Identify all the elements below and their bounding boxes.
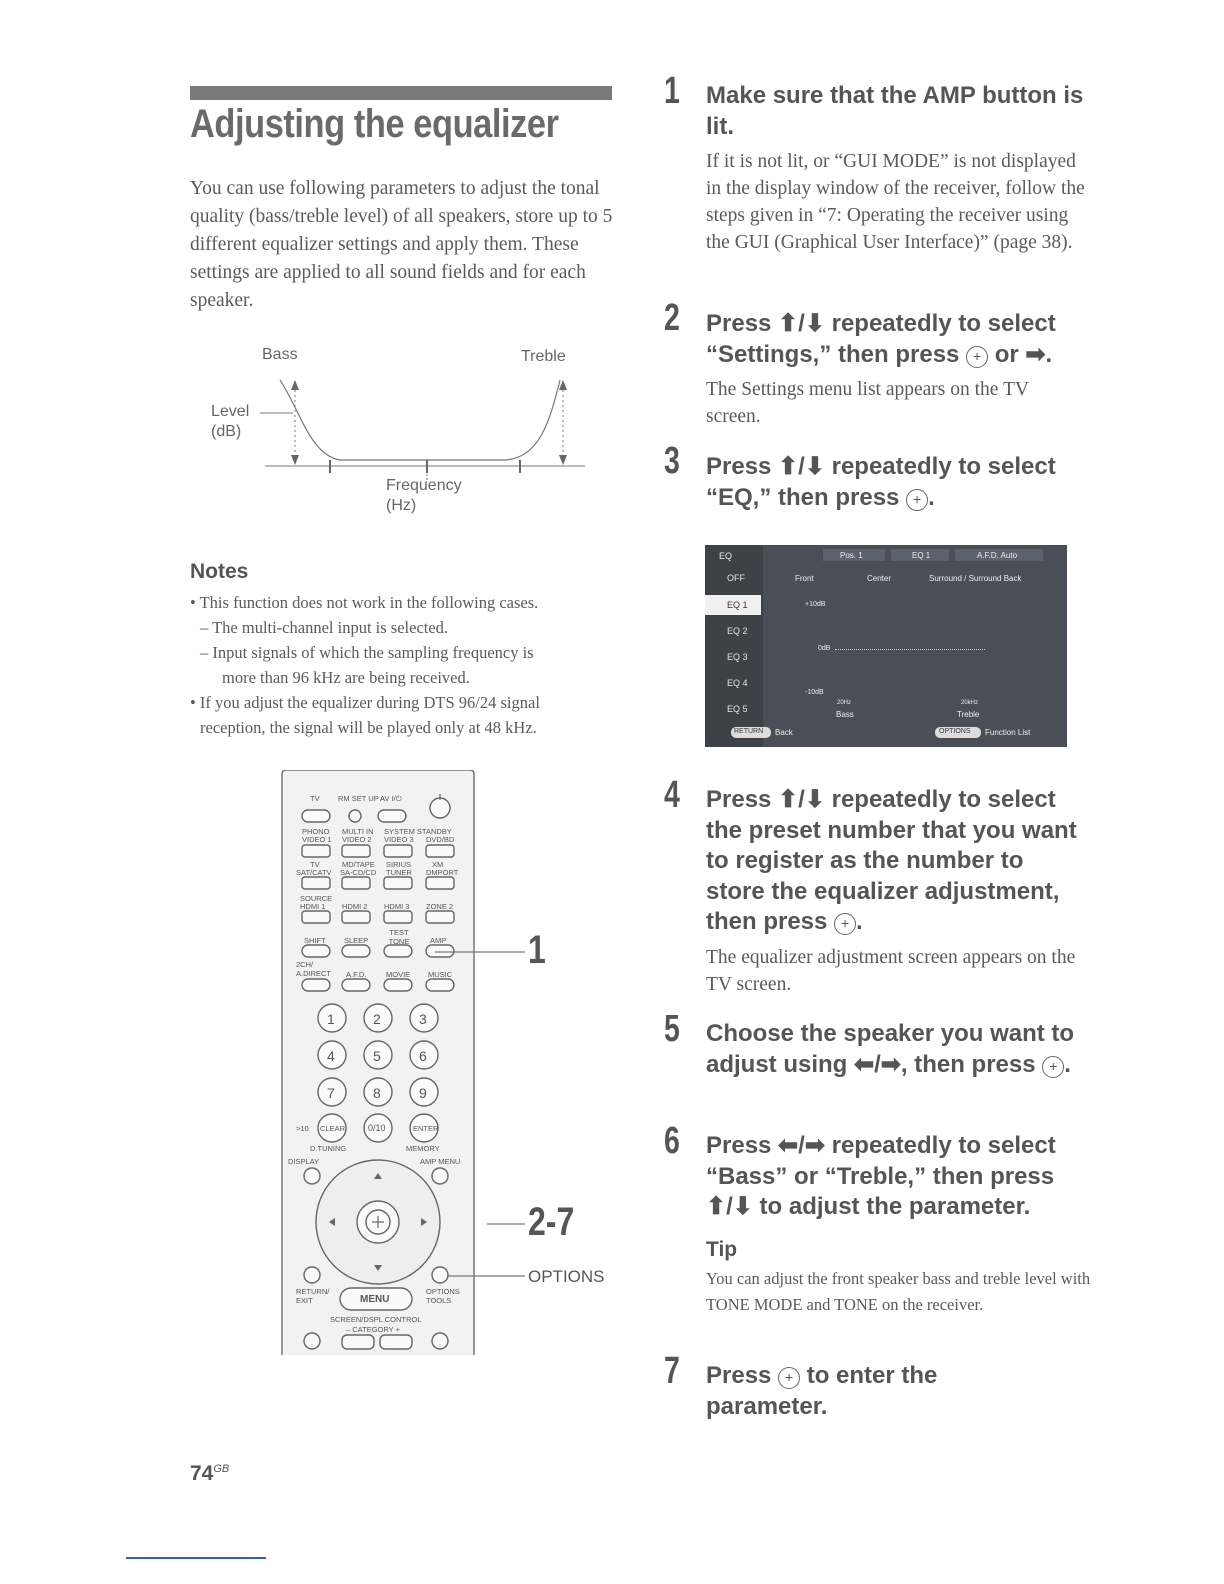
tv-level-plus: +10dB bbox=[805, 601, 826, 608]
remote-label-options: OPTIONS TOOLS bbox=[426, 1287, 460, 1305]
remote-label-av: AV I/⏻ bbox=[380, 794, 402, 803]
tv-menu-item: EQ 1 bbox=[727, 600, 748, 610]
tv-menu-item: EQ 2 bbox=[727, 626, 748, 636]
remote-key-clear: CLEAR bbox=[320, 1124, 346, 1133]
remote-label-dmport: DMPORT bbox=[426, 868, 459, 877]
step-number: 1 bbox=[664, 70, 680, 112]
remote-label-xm: XM bbox=[432, 860, 444, 869]
tv-menu-item: EQ 3 bbox=[727, 652, 748, 662]
remote-label-d-tuning: D.TUNING bbox=[310, 1144, 347, 1153]
tv-return-label: RETURN bbox=[734, 728, 764, 735]
remote-label-sat-catv: SAT/CATV bbox=[296, 868, 332, 877]
step-body: If it is not lit, or “GUI MODE” is not displayed in the display window of the receiver, follow the steps given in “7: Operating the receiver using the GUI (Graphical User Interface)” (page 38). bbox=[706, 151, 1085, 253]
tv-back-label: Back bbox=[775, 728, 793, 737]
remote-label-video1: VIDEO 1 bbox=[302, 835, 332, 844]
remote-key-2: 2 bbox=[373, 1011, 381, 1027]
tv-tab-label: Pos. 1 bbox=[840, 551, 863, 560]
remote-label-zone2: ZONE 2 bbox=[426, 902, 454, 911]
remote-label-return: RETURN/ EXIT bbox=[296, 1287, 330, 1305]
remote-key-5: 5 bbox=[373, 1048, 381, 1064]
note-line: • This function does not work in the following cases. bbox=[190, 593, 539, 612]
step-heading: Press + to enter the parameter. bbox=[706, 1362, 938, 1420]
remote-key-menu: MENU bbox=[360, 1294, 390, 1305]
remote-label-tuner: TUNER bbox=[386, 868, 412, 877]
diagram-frequency-label: Frequency bbox=[386, 477, 462, 494]
step-number: 4 bbox=[664, 774, 680, 816]
tv-level-zero: 0dB bbox=[818, 645, 831, 652]
note-line: • If you adjust the equalizer during DTS 96/24 signal bbox=[190, 693, 540, 712]
tv-speaker-front: Front bbox=[795, 574, 814, 583]
remote-label-hdmi2: HDMI 2 bbox=[342, 902, 368, 911]
footer-rule bbox=[126, 1557, 266, 1559]
step-heading: Press ⬆/⬇ repeatedly to select “Settings,” then press + or ➡. bbox=[706, 310, 1056, 368]
note-line: more than 96 kHz are being received. bbox=[222, 668, 470, 687]
diagram-level-unit: (dB) bbox=[211, 423, 242, 440]
tv-speaker-surround: Surround / Surround Back bbox=[929, 574, 1022, 583]
step-number: 3 bbox=[664, 440, 680, 482]
tip-heading: Tip bbox=[706, 1238, 738, 1261]
tv-eq-screen bbox=[705, 545, 1067, 747]
remote-label-video3: VIDEO 3 bbox=[384, 835, 414, 844]
step-number: 2 bbox=[664, 297, 680, 339]
remote-label-video2: VIDEO 2 bbox=[342, 835, 372, 844]
remote-label-sa-cd: SA-CD/CD bbox=[340, 868, 377, 877]
remote-label-a-direct: 2CH/ A.DIRECT bbox=[296, 960, 332, 978]
tv-tab-label: A.F.D. Auto bbox=[977, 551, 1018, 560]
remote-label-amp: AMP bbox=[430, 936, 447, 945]
diagram-level-label: Level bbox=[211, 403, 250, 420]
notes-heading: Notes bbox=[190, 560, 249, 583]
remote-label-dvd-bd: DVD/BD bbox=[426, 835, 455, 844]
tv-treble-label: Treble bbox=[957, 710, 980, 719]
enter-icon: + bbox=[906, 489, 928, 511]
tv-zero-line bbox=[835, 649, 985, 650]
remote-label-afd: A.F.D. bbox=[346, 970, 367, 979]
page-number: $74^{GB}$ bbox=[190, 1462, 230, 1485]
remote-label-hdmi1: HDMI 1 bbox=[300, 902, 326, 911]
remote-key-0: 0/10 bbox=[368, 1123, 386, 1133]
remote-key-1: 1 bbox=[327, 1011, 335, 1027]
step-number: 5 bbox=[664, 1008, 680, 1050]
remote-label-md-tape: MD/TAPE bbox=[342, 860, 375, 869]
enter-icon: + bbox=[1042, 1056, 1064, 1078]
remote-label-phono: PHONO bbox=[302, 827, 330, 836]
remote-key-9: 9 bbox=[419, 1085, 427, 1101]
remote-key-8: 8 bbox=[373, 1085, 381, 1101]
page-title: Adjusting the equalizer bbox=[190, 102, 559, 146]
remote-label-sleep: SLEEP bbox=[344, 936, 369, 945]
diagram-treble-label: Treble bbox=[521, 348, 566, 365]
remote-label-music: MUSIC bbox=[428, 970, 453, 979]
remote-label-sirius: SIRIUS bbox=[386, 860, 412, 869]
remote-label-gt10: >10 bbox=[296, 1124, 309, 1133]
tv-menu-item: EQ 4 bbox=[727, 678, 748, 688]
note-line: – Input signals of which the sampling frequency is bbox=[200, 643, 534, 662]
tv-bass-label: Bass bbox=[836, 710, 854, 719]
remote-label-test-tone: TEST TONE bbox=[388, 928, 410, 946]
enter-icon: + bbox=[966, 346, 988, 368]
remote-key-7: 7 bbox=[327, 1085, 335, 1101]
tv-bass-freq: 20Hz bbox=[837, 700, 852, 706]
step-heading: Choose the speaker you want to adjust using ⬅/➡, then press + . bbox=[706, 1020, 1075, 1078]
tv-speaker-center: Center bbox=[867, 574, 892, 583]
step-number: 6 bbox=[664, 1120, 680, 1162]
step-body: The equalizer adjustment screen appears on the TV screen. bbox=[706, 947, 1076, 995]
callout-options: OPTIONS bbox=[528, 1267, 605, 1286]
enter-icon: + bbox=[834, 913, 856, 935]
remote-label-rm-setup: RM SET UP bbox=[338, 794, 379, 803]
tv-tab-label: EQ 1 bbox=[912, 551, 931, 560]
tv-menu-item: EQ 5 bbox=[727, 704, 748, 714]
step-number: 7 bbox=[664, 1350, 680, 1392]
tip-body: You can adjust the front speaker bass and treble level with TONE MODE and TONE on the receiver. bbox=[706, 1269, 1091, 1314]
step-body: The Settings menu list appears on the TV screen. bbox=[706, 379, 1029, 427]
step-heading: Press ⬆/⬇ repeatedly to select the preset number that you want to register as the number to store the equalizer adjustment, then press + . bbox=[706, 786, 1077, 935]
remote-key-enter: ENTER bbox=[413, 1124, 439, 1133]
tv-function-list-label: Function List bbox=[985, 728, 1031, 737]
remote-key-3: 3 bbox=[419, 1011, 427, 1027]
note-line: reception, the signal will be played only at 48 kHz. bbox=[200, 718, 537, 737]
remote-key-6: 6 bbox=[419, 1048, 427, 1064]
tv-level-minus: -10dB bbox=[805, 689, 824, 696]
callout-steps-2-7: 2-7 bbox=[528, 1200, 575, 1244]
tv-screen-title: EQ bbox=[719, 551, 733, 561]
remote-label-tv2: TV bbox=[310, 860, 320, 869]
remote-label-movie: MOVIE bbox=[386, 970, 411, 979]
title-rule bbox=[190, 86, 612, 100]
remote-label-tv: TV bbox=[310, 794, 320, 803]
step-heading: Press ⬆/⬇ repeatedly to select “EQ,” then press + . bbox=[706, 453, 1056, 511]
remote-label-category: – CATEGORY + bbox=[346, 1325, 400, 1334]
intro-paragraph: You can use following parameters to adjust the tonal quality (bass/treble level) of all speakers, store up to 5 different equalizer settings and apply them. These settings are applied to all sound fields and for each speaker. bbox=[190, 178, 613, 311]
remote-label-memory: MEMORY bbox=[406, 1144, 440, 1153]
callout-step-1: 1 bbox=[528, 928, 546, 972]
remote-label-source: SOURCE bbox=[300, 894, 333, 903]
tv-treble-freq: 20kHz bbox=[961, 700, 979, 706]
remote-label-shift: SHIFT bbox=[304, 936, 326, 945]
enter-icon: + bbox=[778, 1367, 800, 1389]
note-line: – The multi-channel input is selected. bbox=[200, 618, 449, 637]
tv-options-label: OPTIONS bbox=[939, 728, 971, 735]
remote-label-system-standby: SYSTEM STANDBY bbox=[384, 827, 452, 836]
remote-label-screen: SCREEN/DSPL CONTROL bbox=[330, 1315, 422, 1324]
notes-list bbox=[190, 590, 620, 740]
remote-key-4: 4 bbox=[327, 1048, 335, 1064]
remote-label-multi-in: MULTI IN bbox=[342, 827, 374, 836]
tv-menu-item: OFF bbox=[727, 573, 745, 583]
diagram-bass-label: Bass bbox=[262, 346, 298, 363]
diagram-frequency-unit: (Hz) bbox=[386, 497, 417, 514]
remote-label-display: DISPLAY bbox=[288, 1157, 320, 1166]
callout-lines bbox=[425, 940, 535, 1280]
step-heading: Press ⬅/➡ repeatedly to select “Bass” or “Treble,” then press ⬆/⬇ to adjust the parameter. bbox=[706, 1132, 1056, 1220]
remote-label-hdmi3: HDMI 3 bbox=[384, 902, 410, 911]
step-heading: Make sure that the AMP button is lit. bbox=[706, 82, 1084, 140]
remote-label-amp-menu: AMP MENU bbox=[420, 1157, 461, 1166]
